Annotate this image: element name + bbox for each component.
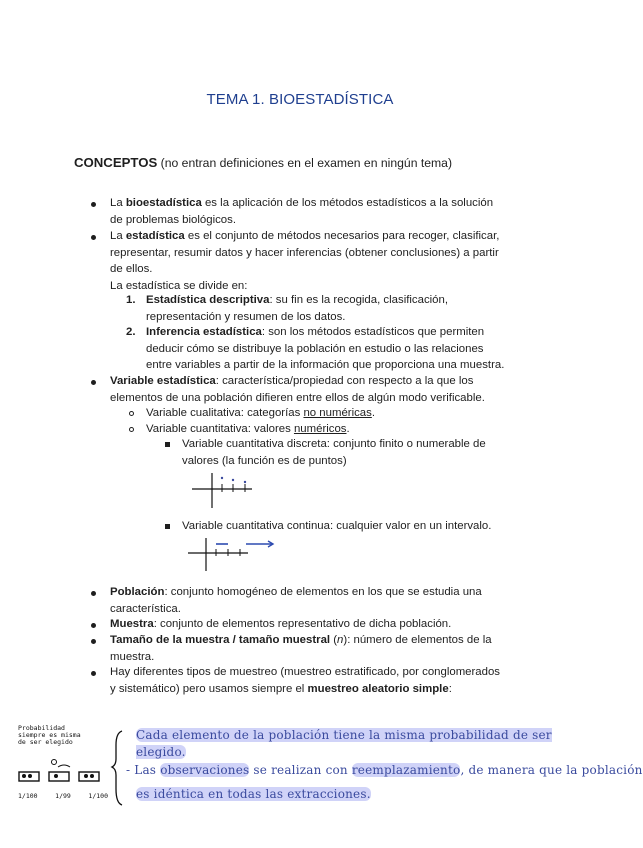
text: valores (la función es de puntos) <box>182 454 347 467</box>
arrow-icon <box>58 765 70 767</box>
point <box>221 477 223 479</box>
text: : son los métodos estadísticos que permiten <box>261 326 485 338</box>
term: Variable estadística <box>110 375 216 387</box>
text: : número de elementos de la <box>347 634 492 646</box>
numbered-item-inferencia-text <box>146 324 504 374</box>
circle-bullet <box>129 411 134 416</box>
text: : conjunto homogéneo de elementos en los que se estudia una <box>164 586 482 598</box>
underlined-text: no numéricas <box>303 407 372 419</box>
square-bullet <box>165 442 170 447</box>
square-bullet <box>165 524 170 529</box>
handwritten-line: Probabilidad <box>18 724 65 732</box>
brace-icon <box>110 728 126 808</box>
term: Muestra <box>110 618 154 630</box>
term: Inferencia estadística <box>146 326 262 338</box>
list-item-muestra <box>110 616 451 633</box>
ball-icon <box>52 760 57 765</box>
text: característica. <box>110 602 181 615</box>
box-icon <box>79 772 99 781</box>
fraction-label: 1/100 <box>18 792 38 800</box>
list-item-cualitativa <box>146 405 375 422</box>
text: La <box>110 230 126 242</box>
text: La estadística se divide en: <box>110 279 248 292</box>
highlighted-text: reemplazamiento <box>351 763 461 777</box>
highlighted-text: es idéntica en todas las extracciones. <box>136 787 371 801</box>
highlighted-text: Cada elemento de la población tiene la misma probabilidad de ser elegido. <box>136 728 552 759</box>
text: entre variables a partir de la información que proporciona una muestra. <box>146 359 505 371</box>
ball-icon <box>54 774 58 778</box>
text: es la aplicación de los métodos estadísticos a la solución <box>201 197 494 209</box>
bullet-dot <box>91 235 96 240</box>
bullet-dot <box>91 671 96 676</box>
list-item-discreta <box>182 436 486 469</box>
text: Variable cualitativa: categorías <box>146 407 304 419</box>
text: ( <box>330 634 338 646</box>
bullet-dot <box>91 380 96 385</box>
text: . <box>371 407 376 419</box>
text: . <box>346 423 350 435</box>
discrete-variable-sketch <box>188 470 258 510</box>
highlighted-text: observaciones <box>160 763 250 777</box>
numbered-item-descriptiva-text <box>146 292 448 325</box>
text: , de manera que la población <box>460 763 643 777</box>
text: Hay diferentes tipos de muestreo (muestreo estratificado, por conglomerados <box>110 666 501 678</box>
text: : <box>448 682 452 695</box>
concepts-label: CONCEPTOS <box>74 155 158 170</box>
numbered-item-inferencia <box>126 324 136 341</box>
page-title: TEMA 1. BIOESTADÍSTICA <box>206 91 394 108</box>
handwritten-side-note <box>18 725 81 746</box>
point <box>244 481 246 483</box>
numbered-item-descriptiva <box>126 292 136 309</box>
text: : conjunto de elementos representativo de dicha población. <box>153 618 452 630</box>
math-n: n <box>337 634 344 646</box>
text: y sistemático) pero usamos siempre el <box>110 682 308 695</box>
term: Población <box>110 586 165 598</box>
handwritten-line: de ser elegido <box>18 738 73 746</box>
list-item-variable <box>110 373 485 406</box>
ball-icon <box>22 774 26 778</box>
bullet-dot <box>91 591 96 596</box>
concepts-heading <box>74 155 452 172</box>
number: 1. <box>126 294 136 306</box>
text: : su fin es la recogida, clasificación, <box>269 294 449 306</box>
handwritten-line-1 <box>136 727 600 760</box>
list-item-bioestadistica <box>110 195 493 228</box>
box-icon <box>49 772 69 781</box>
text: deducir cómo se distribuye la población en estudio o las relaciones <box>146 342 484 355</box>
text: representación y resumen de los datos. <box>146 310 346 323</box>
text: elementos de una población difieren entre ellos de algún modo verificable. <box>110 391 485 404</box>
text: se realizan con <box>249 763 352 777</box>
number: 2. <box>126 326 136 338</box>
bullet-dot <box>91 202 96 207</box>
concepts-note: (no entran definiciones en el examen en ningún tema) <box>157 156 453 170</box>
handwritten-line-3 <box>136 786 371 803</box>
text: ) <box>343 634 348 646</box>
ball-icon <box>84 774 88 778</box>
underlined-text: numéricos <box>293 423 347 435</box>
text: Variable cuantitativa continua: cualquier valor en un intervalo. <box>182 520 492 532</box>
continuous-variable-sketch <box>184 535 284 575</box>
list-item-tamano <box>110 632 492 665</box>
text: La <box>110 197 126 209</box>
handwritten-fractions <box>18 793 108 800</box>
handwritten-line: siempre es misma <box>18 731 81 739</box>
list-item-tipos-muestreo <box>110 664 500 697</box>
list-item-estadistica <box>110 228 499 294</box>
list-item-continua <box>182 518 491 535</box>
brace-path <box>112 731 122 805</box>
circle-bullet <box>129 427 134 432</box>
text: : característica/propiedad con respecto a la que los <box>215 375 474 387</box>
bullet-dot <box>91 623 96 628</box>
ball-icon <box>28 774 32 778</box>
text: - <box>126 763 135 777</box>
term: Estadística descriptiva <box>146 294 270 306</box>
text: Variable cuantitativa: valores <box>146 423 294 435</box>
ball-icon <box>90 774 94 778</box>
point <box>232 479 234 481</box>
fraction-label: 1/99 <box>55 792 71 800</box>
list-item-poblacion <box>110 584 482 617</box>
text: Variable cuantitativa discreta: conjunto finito o numerable de <box>182 438 486 450</box>
bullet-dot <box>91 639 96 644</box>
term: Tamaño de la muestra / tamaño muestral <box>110 634 331 646</box>
fraction-label: 1/100 <box>88 792 108 800</box>
text: Las <box>134 763 161 777</box>
term: estadística <box>125 230 185 242</box>
text: es el conjunto de métodos necesarios para recoger, clasificar, <box>184 230 500 242</box>
text: muestra. <box>110 650 155 663</box>
handwritten-balls-sketch <box>16 758 108 792</box>
term: muestreo aleatorio simple <box>307 682 449 695</box>
text: de problemas biológicos. <box>110 213 237 226</box>
handwritten-line-2 <box>126 762 643 779</box>
text: de ellos. <box>110 263 153 275</box>
text: representar, resumir datos y hacer inferencias (obtener conclusiones) a partir <box>110 246 499 259</box>
term: bioestadística <box>125 197 202 209</box>
